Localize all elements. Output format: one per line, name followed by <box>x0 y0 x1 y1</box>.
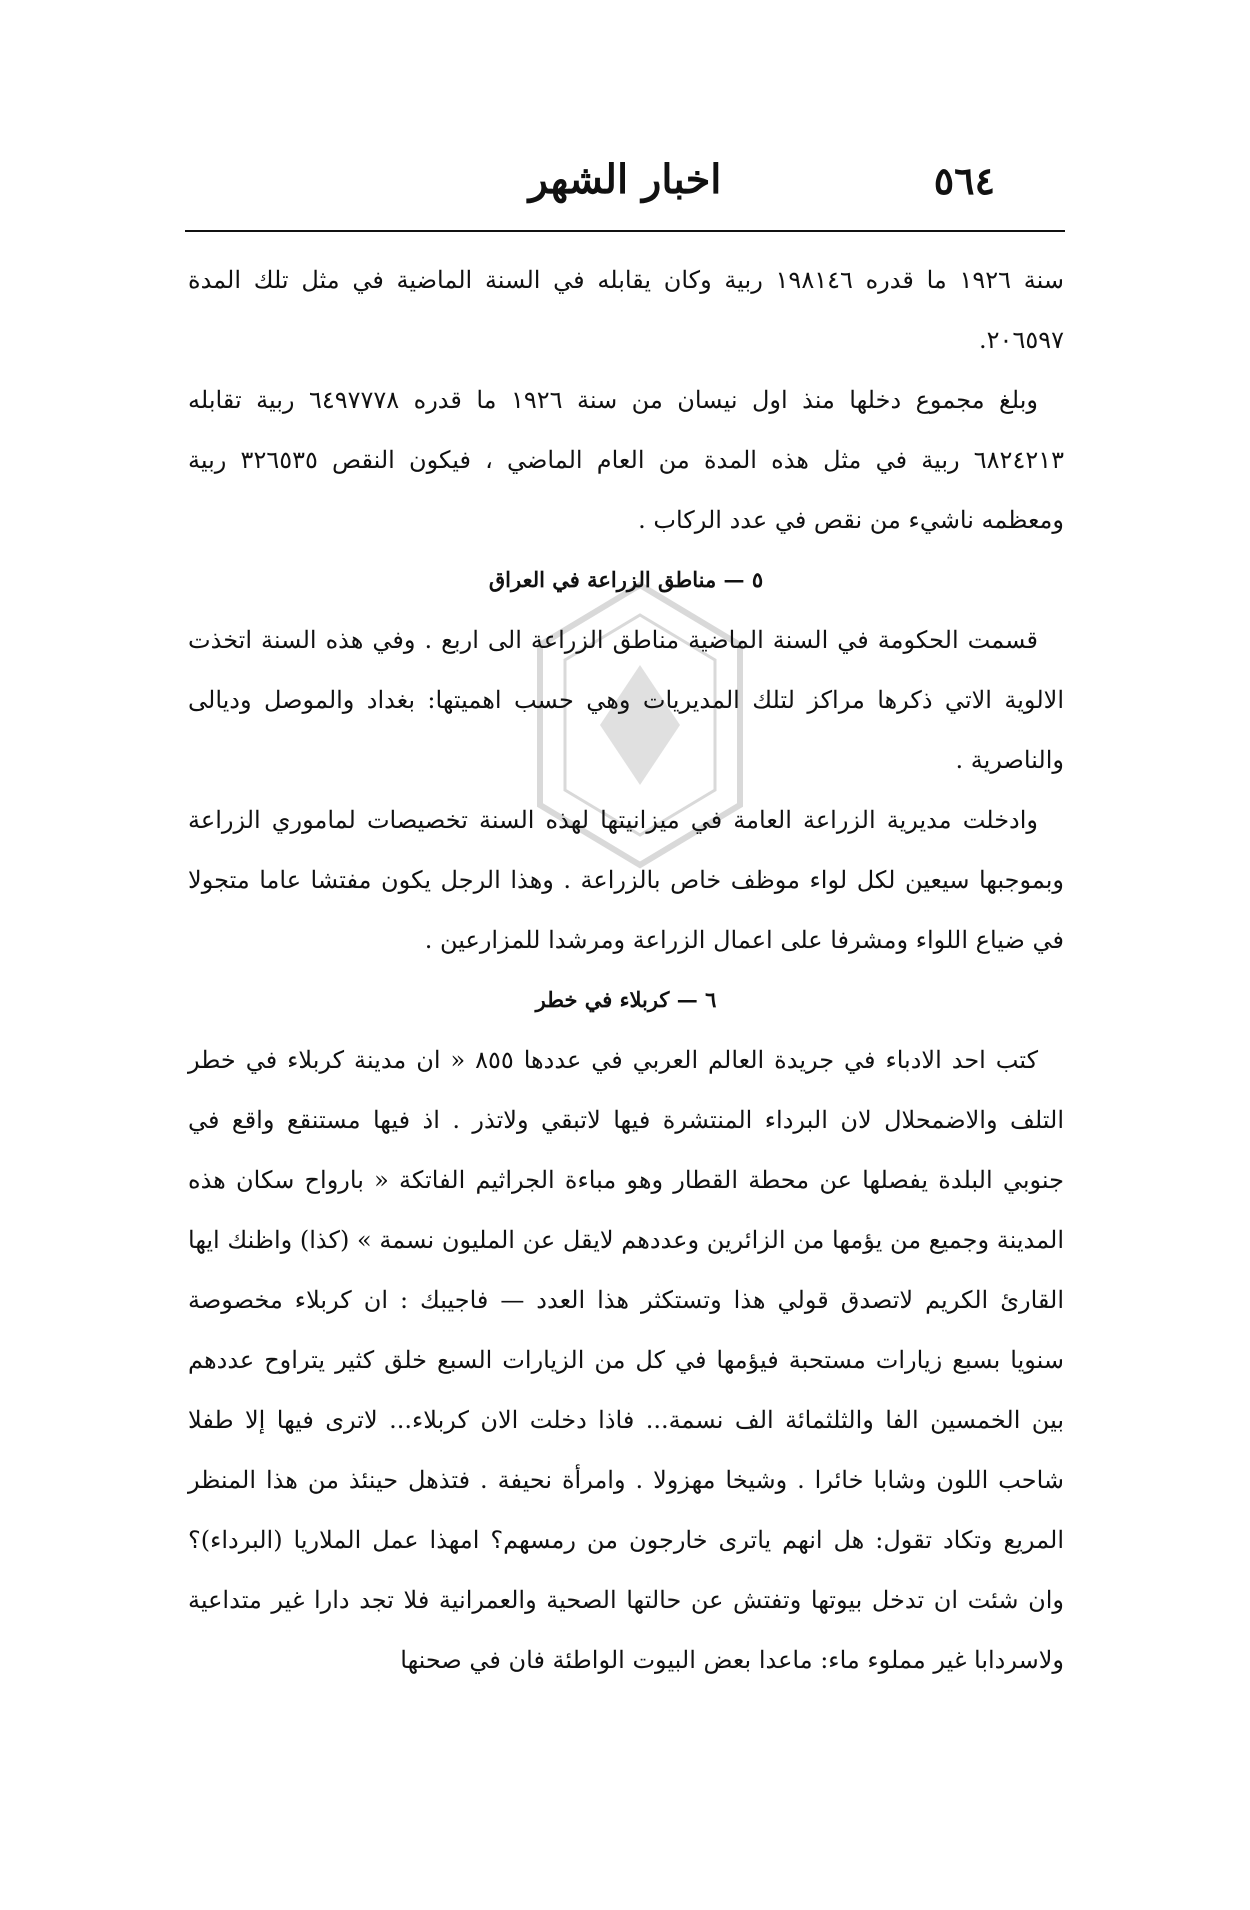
page-header <box>185 150 1065 232</box>
page-number: ٥٦٤ <box>933 158 995 203</box>
header-rule <box>185 230 1065 232</box>
body-paragraph: قسمت الحكومة في السنة الماضية مناطق الزراعة الى اربع . وفي هذه السنة اتخذت الالوية الاتي ذكرها مراكز لتلك المديريات وهي حسب اهميتها: بغداد والموصل وديالى والناصرية . <box>188 626 1064 774</box>
running-title: اخبار الشهر <box>528 156 722 203</box>
section-heading: ٥ — مناطق الزراعة في العراق <box>488 567 764 592</box>
body-paragraph: كتب احد الادباء في جريدة العالم العربي في عددها ٨٥٥ « ان مدينة كربلاء في خطر التلف والاضمحلال لان البرداء المنتشرة فيها لاتبقي ولاتذر . اذ فيها مستنقع واقع في جنوبي البلدة يفصلها عن محطة القطار وهو مباءة الجراثيم الفاتكة « بارواح سكان هذه المدينة وجميع من يؤمها من الزائرين وعددهم لايقل عن المليون نسمة » (كذا) واظنك ايها القارئ الكريم لاتصدق قولي هذا وتستكثر هذا العدد — فاجيبك : ان كربلاء مخصوصة سنويا بسبع زيارات مستحبة فيؤمها في كل من الزيارات السبع خلق كثير يتراوح عددهم بين الخمسين الفا والثلثمائة الف نسمة... فاذا دخلت الان كربلاء... لاترى فيها إلا طفلا شاحب اللون وشابا خائرا . وشيخا مهزولا . وامرأة نحيفة . فتذهل حينئذ من هذا المنظر المريع وتكاد تقول: هل انهم ياترى خارجون من رمسهم؟ امهذا عمل الملاريا (البرداء)؟ وان شئت ان تدخل بيوتها وتفتش عن حالتها الصحية والعمرانية فلا تجد دارا غير متداعية ولاسردابا غير مملوء ماء: ماعدا بعض البيوت الواطئة فان في صحنها <box>188 1046 1065 1674</box>
page-body <box>188 250 1064 1690</box>
body-paragraph: سنة ١٩٢٦ ما قدره ١٩٨١٤٦ ربية وكان يقابله في السنة الماضية في مثل تلك المدة ٢٠٦٥٩٧. <box>188 266 1064 354</box>
section-heading: ٦ — كربلاء في خطر <box>535 987 717 1012</box>
body-paragraph: وبلغ مجموع دخلها منذ اول نيسان من سنة ١٩٢٦ ما قدره ٦٤٩٧٧٧٨ ربية تقابله ٦٨٢٤٢١٣ ربية في مثل هذه المدة من العام الماضي ، فيكون النقص ٣٢٦٥٣٥ ربية ومعظمه ناشيء من نقص في عدد الركاب . <box>188 386 1064 534</box>
body-paragraph: وادخلت مديرية الزراعة العامة في ميزانيتها لهذه السنة تخصيصات لماموري الزراعة وبموجبها سيعين لكل لواء موظف خاص بالزراعة . وهذا الرجل يكون مفتشا عاما متجولا في ضياع اللواء ومشرفا على اعمال الزراعة ومرشدا للمزارعين . <box>188 806 1064 954</box>
